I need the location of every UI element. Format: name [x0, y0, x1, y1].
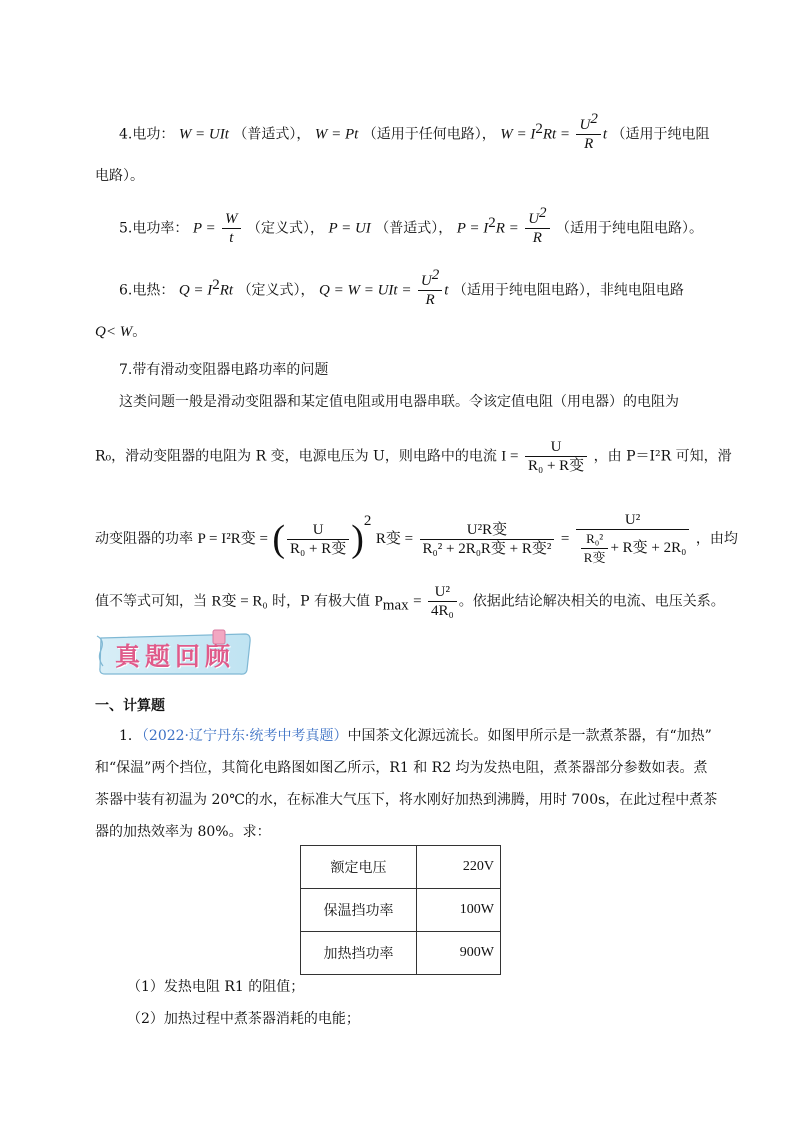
table-row: 额定电压 220V	[301, 846, 501, 889]
fraction-current: $\frac{U}{\text{R₀ + R变}}$	[525, 438, 587, 475]
item7-para3: 动变阻器的功率 P = I²R变 = ( $\frac{U}{\text{R₀ + R变}}$ )$^2$ R变 = $\frac{\text{U²R变}}{\text{R₀² + 2R₀R变 + R变²}}$ = U² $\frac{\text{R₀²}}{\text{R变}}$ + R变 + 2R₀ ，由均	[95, 512, 738, 565]
question-2: （2）加热过程中煮茶器消耗的电能；	[127, 1011, 360, 1027]
problem1-line1: 1．（2022·辽宁丹东·统考中考真题）中国茶文化源远流长。如图甲所示是一款煮茶器，有“加热”	[119, 728, 712, 744]
problem1-line3: 茶器中装有初温为 20℃的水，在标准大气压下，将水刚好加热到沸腾，用时 700s，在此过程中煮茶	[95, 792, 718, 808]
parameter-table	[300, 845, 501, 975]
problem1-line4: 器的加热效率为 80%。求：	[95, 824, 271, 840]
fraction-power-simplified: U² $\frac{\text{R₀²}}{\text{R变}}$ + R变 + 2R₀	[576, 511, 690, 567]
fraction-power-expanded: $\frac{\text{U²R变}}{\text{R₀² + 2R₀R变 + R变²}}$	[420, 521, 555, 558]
item6-continuation: Q< W。	[95, 324, 147, 340]
item7-title: 7.带有滑动变阻器电路功率的问题	[119, 362, 329, 378]
item7-para1: 这类问题一般是滑动变阻器和某定值电阻或用电器串联。令该定值电阻（用电器）的电阻为	[119, 394, 679, 410]
item4-continuation: 电路）。	[95, 168, 144, 184]
fraction-w-t: $\frac{W}{t}$	[222, 210, 241, 247]
item5-line: 5.电功率： P = $\frac{W}{t}$ （定义式）， P = UI （普适式）， $P = I^2R$ = $\frac{U^2}{R}$ （适用于纯电阻电路）。	[119, 205, 703, 246]
question-1: （1）发热电阻 R1 的阻值；	[127, 979, 305, 995]
fraction-pmax: $\frac{\text{U²}}{\text{4R₀}}$	[428, 583, 457, 620]
fraction-u2-r: $\frac{U^2}{R}$	[576, 116, 600, 153]
fraction-current-inner: $\frac{U}{\text{R₀ + R变}}$	[287, 521, 349, 558]
item4-line: 4.电功： W = UIt （普适式）， W = Pt （适用于任何电路）， $W = I^2Rt$ = $\frac{U^2}{R}$ t （适用于纯电阻	[119, 111, 710, 152]
section-banner	[95, 628, 255, 678]
item6-line: 6.电热： $Q = I^2Rt$ （定义式）， Q = W = UIt = $\frac{U^2}{R}$ t （适用于纯电阻电路），非纯电阻电路	[119, 267, 684, 308]
problem-source-link[interactable]: （2022·辽宁丹东·统考中考真题）	[141, 728, 348, 744]
banner-title: 真题回顾	[115, 642, 236, 671]
formula-w-uit: W = UIt	[178, 126, 229, 143]
formula-w-pt: W = Pt	[314, 126, 359, 143]
problem1-line2: 和“保温”两个挡位，其简化电路图如图乙所示，R1 和 R2 均为发热电阻，煮茶器部分参数如表。煮	[95, 760, 708, 776]
item7-para2: R₀，滑动变阻器的电阻为 R 变，电源电压为 U，则电路中的电流 I = $\frac{U}{\text{R₀ + R变}}$ ，由 P＝I²R 可知，滑	[95, 439, 732, 474]
fraction-u2-r-heat: $\frac{U^2}{R}$	[418, 272, 442, 309]
table-row: 保温挡功率 100W	[301, 889, 501, 932]
table-row: 加热挡功率 900W	[301, 932, 501, 975]
item7-para4: 值不等式可知，当 R变 = R₀ 时，P 有极大值 $P_{max}$ = $\frac{\text{U²}}{\text{4R₀}}$ 。依据此结论解决相关的电流、电压关系。	[95, 584, 725, 619]
fraction-u2-r-power: $\frac{U^2}{R}$	[525, 210, 549, 247]
section-heading: 一、计算题	[95, 698, 165, 714]
